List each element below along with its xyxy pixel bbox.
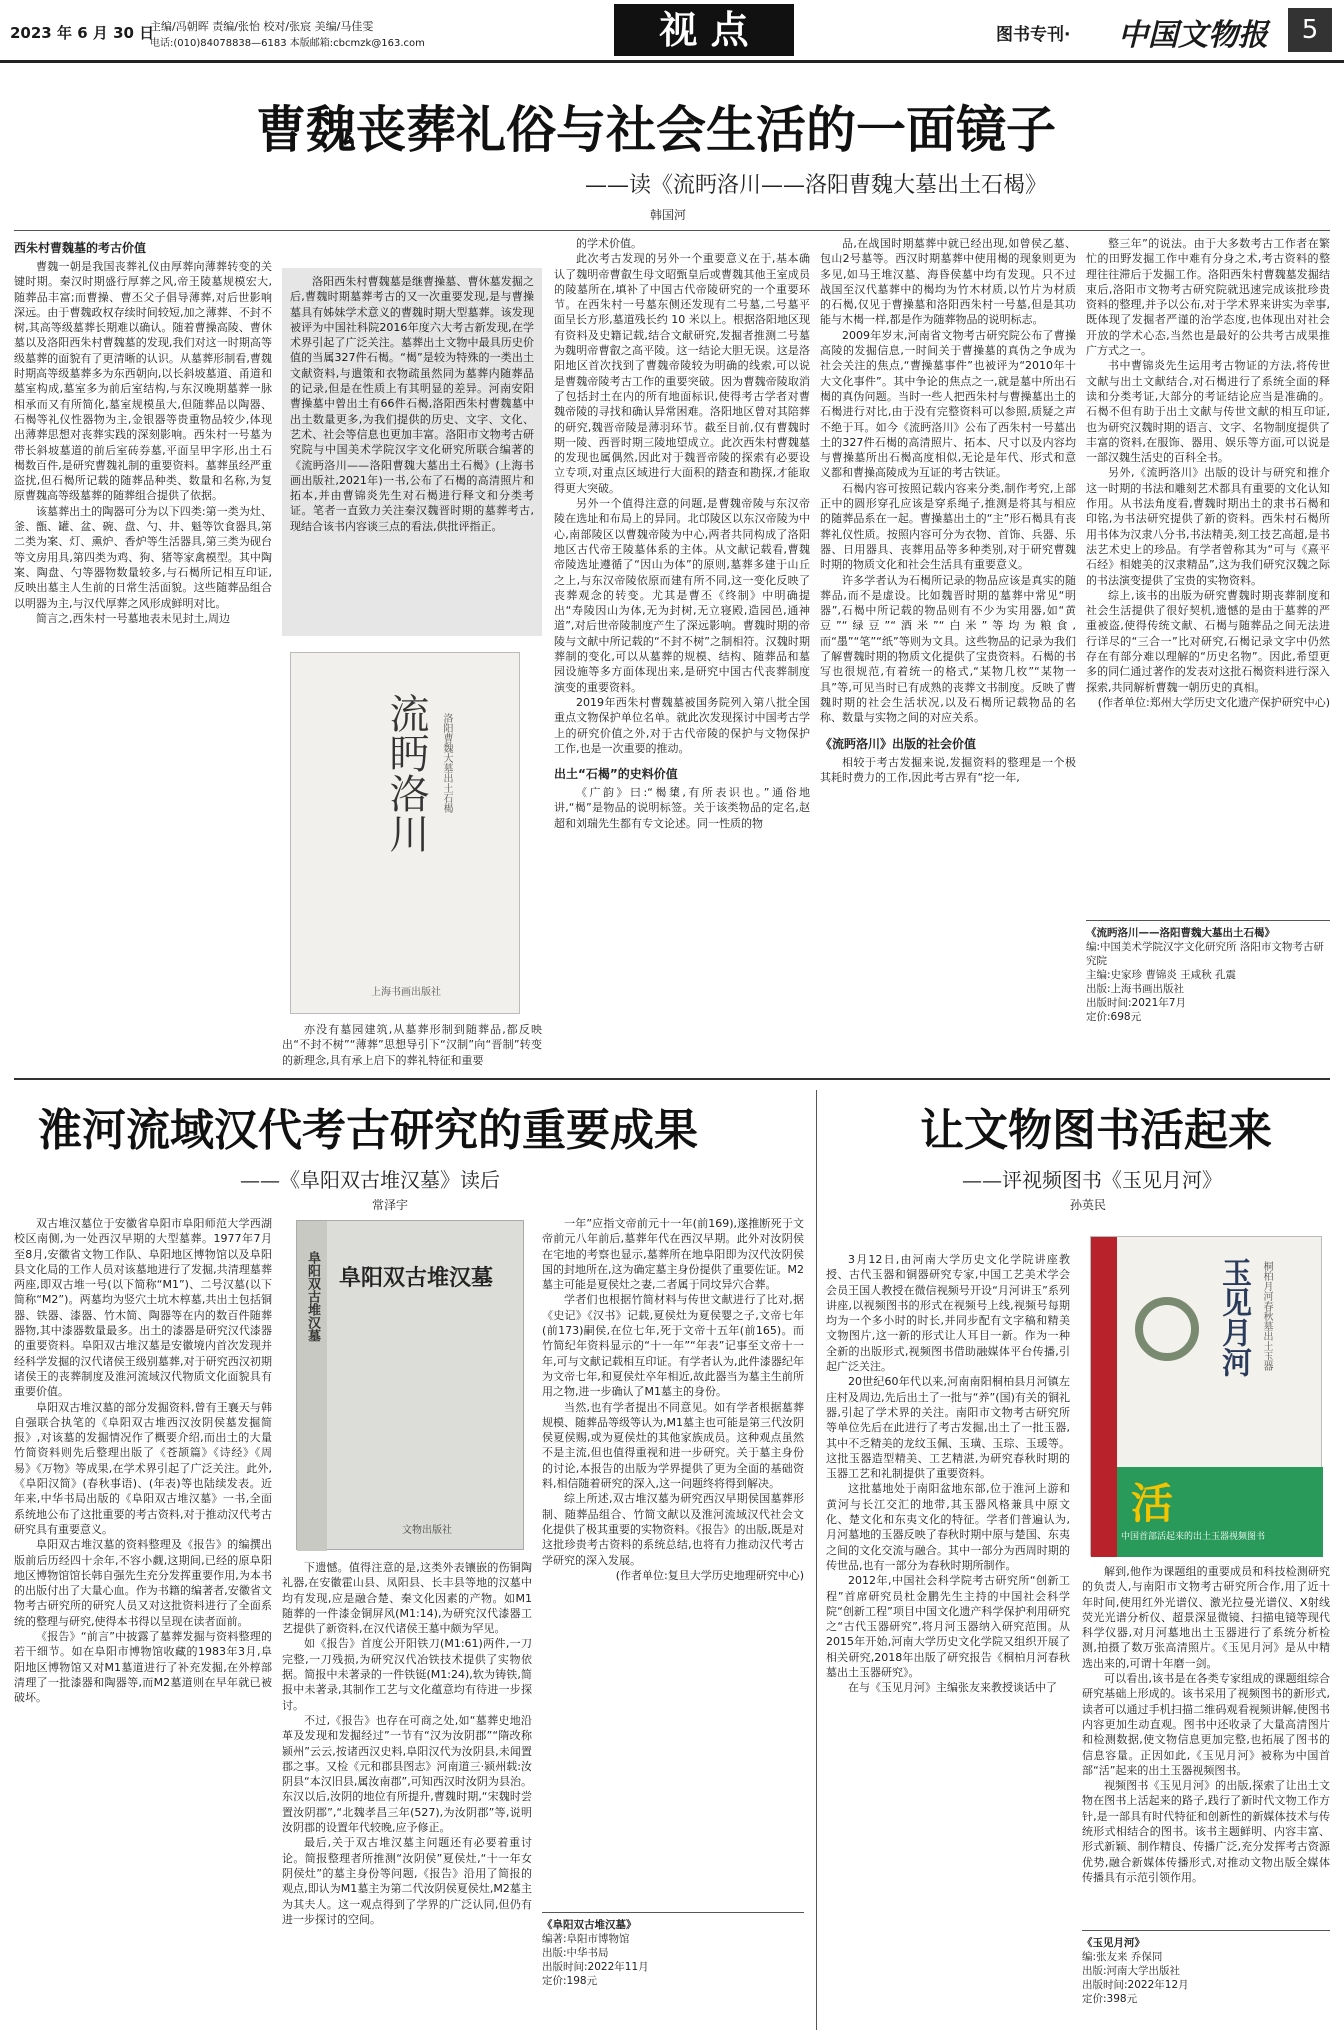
bookinfo-rule xyxy=(1082,1930,1330,1931)
article1-column-2-bottom xyxy=(282,1022,542,1070)
book-date: 出版时间:2022年12月 xyxy=(1082,1979,1189,1991)
article2-book-info xyxy=(542,1918,804,2028)
book-authors: 主编:史家珍 曹锦炎 王咸秋 孔震 xyxy=(1086,969,1237,981)
article3-book-info xyxy=(1082,1936,1330,2028)
article1-title: 曹魏丧葬礼俗与社会生活的一面镜子 xyxy=(256,100,1056,159)
paragraph: 许多学者认为石楬所记录的物品应该是真实的随葬品,而不是虚设。比如魏晋时期的墓葬中常见“明器”,石楬中所记载的物品则有不少为实用器,如“黄豆”“绿豆”“酒米”“白米”等均为粮食,而“墨”“笔”“纸”等则为文具。这些物品的记录为我们了解曹魏时期的物质文化提供了宝贵资料。石楬的书写也很规范,有着统一的格式,“某物几枚”“某物一具”等,可见当时已有成熟的丧葬文书制度。反映了曹魏时期的社会生活状况,以及石楬所记载物品的名称、数量与实物之间的对应关系。 xyxy=(820,573,1076,725)
paragraph: 视频图书《玉见月河》的出版,探索了让出土文物在图书上活起来的路子,践行了新时代文物工作方针,是一部具有时代特征和创新性的新媒体技术与传统形式相结合的图书。该书主题鲜明、内容丰富、形式新颖、制作精良、传播广泛,充分发挥考古资源优势,融合新媒体传播形式,对推动文物出版全媒体传播具有示范引领作用。 xyxy=(1082,1779,1330,1884)
paragraph: 《报告》“前言”中披露了墓葬发掘与资料整理的若干细节。如在阜阳市博物馆收藏的1983年3月,阜阳地区博物馆又对M1墓道进行了补充发掘,在外椁部清理了一批漆器和陶器等,而M2墓道则在早年就已被破坏。 xyxy=(14,1630,272,1705)
paragraph: 《广韵》曰:“楬橥,有所表识也。”通俗地讲,“楬”是物品的说明标签。关于该类物品的定名,赵超和刘瑞先生都有专文论述。同一性质的物 xyxy=(554,786,810,830)
book-cover-title: 流眄洛川 xyxy=(383,693,429,853)
bookinfo-rule xyxy=(542,1912,804,1913)
paragraph: 曹魏一朝是我国丧葬礼仪由厚葬向薄葬转变的关键时期。秦汉时期盛行厚葬之风,帝王陵墓规模宏大,随葬品丰富;而曹操、曹丕父子倡导薄葬,对后世影响深远。由于曹魏政权存续时间较短,加之薄葬、不封不树,其高等级墓葬长期难以确认。随着曹操高陵、曹休墓以及洛阳西朱村曹魏墓的发现,我们对这一时期高等级墓葬的面貌有了更清晰的认识。从墓葬形制看,曹魏时期高等级墓葬多为东西朝向,以长斜坡墓道、甬道和墓室构成,墓室多为前后室结构,与东汉晚期墓葬一脉相承而又有所简化,墓室规模虽大,但随葬品以陶器、石楬等礼仪性器物为主,金银器等贵重物品较少,体现出薄葬思想对丧葬实践的深刻影响。西朱村一号墓为带长斜坡墓道的前后室砖券墓,平面呈甲字形,出土石楬数百件,是研究曹魏礼制的重要资料。墓葬虽经严重盗扰,但石楬所记载的随葬品种类、数量和名称,为复原曹魏高等级墓葬的随葬组合提供了依据。 xyxy=(14,260,272,503)
book-cover-publisher: 上海书画出版社 xyxy=(371,987,441,998)
article1-intro-box xyxy=(282,268,542,636)
bookinfo-rule xyxy=(1086,920,1330,921)
article1-column-3 xyxy=(554,236,810,1066)
paragraph: 一年”应指文帝前元十一年(前169),遂推断死于文帝前元八年前后,墓葬年代在西汉早期。此外对汝阴侯在宅地的考察也显示,墓葬所在地阜阳即为汉代汝阴侯国的封地所在,这为确定墓主身份提供了重要佐证。M2墓主可能是夏侯灶之妻,二者属于同坟异穴合葬。 xyxy=(542,1217,804,1292)
contact-line: 电话:(010)84078838—6183 本版邮箱:cbcmzk@163.com xyxy=(150,38,425,49)
paragraph: 下遗憾。值得注意的是,这类外表镶嵌的伤铜陶礼器,在安徽霍山县、凤阳县、长丰县等地的汉墓中均有发现,应是融合楚、秦文化因素的产物。如M1随葬的一件漆金铜屏风(M1:14),为研究汉代漆器工艺提供了新资料,在汉代诸侯王墓中颇为罕见。 xyxy=(282,1561,532,1636)
book-cover-badge: 活 xyxy=(1131,1479,1174,1528)
book-editor: 编:张友来 乔保同 xyxy=(1082,1951,1163,1963)
article3-column-1 xyxy=(826,1252,1070,2028)
book-date: 出版时间:2022年11月 xyxy=(542,1961,649,1973)
article2-book-cover xyxy=(296,1220,524,1550)
book-spine xyxy=(1091,1237,1117,1557)
article2-author: 常泽宇 xyxy=(372,1198,409,1212)
article3-column-2 xyxy=(1082,1564,1330,1926)
article2-subtitle: ——《阜阳双古堆汉墓》读后 xyxy=(240,1168,500,1192)
book-cover-subtitle: 洛阳曹魏大墓出土石楬 xyxy=(441,713,452,813)
paragraph: 这批墓地处于南阳盆地东部,位于淮河上游和黄河与长江交汇的地带,其玉器风格兼具中原文化、楚文化和东夷文化的特征。学者们普遍认为,月河墓地的玉器反映了春秋时期中原与楚国、东夷之间的文化交流与融合。其中一部分为西周时期的传世品,也有一部分为春秋时期所制作。 xyxy=(826,1482,1070,1572)
book-publisher: 出版:中华书局 xyxy=(542,1947,609,1959)
paragraph: 2012年,中国社会科学院考古研究所“创新工程”首席研究员杜金鹏先生主持的中国社会科学院“创新工程”项目中国文化遗产科学保护利用研究之“古代玉器研究”,将月河玉器纳入研究范围。从2015年开始,河南大学历史文化学院又组织开展了相关研究,2018年出版了研究报告《桐柏月河春秋墓出土玉器研究》。 xyxy=(826,1574,1070,1680)
paragraph: 如《报告》首度公开阳铁刀(M1:61)两件,一刀完整,一刀残损,为研究汉代冶铁技术提供了实物依据。简报中未著录的一件铁铤(M1:24),软为铸铁,简报中未著录,其制作工艺与文化蕴意均有待进一步探讨。 xyxy=(282,1637,532,1712)
paragraph: 3月12日,由河南大学历史文化学院讲座教授、古代玉器和铜器研究专家,中国工艺美术学会会员王国人教授在微信视频号开设“月河讲玉”系列讲座,以视频图书的形式在视频号上线,视频号每期均为一个多小时的时长,并同步配有文字稿和精美文物图片,这一新的形式让人耳目一新。作为一种全新的出版形式,视频图书借助融媒体平台传播,引起广泛关注。 xyxy=(826,1253,1070,1374)
paragraph: 相较于考古发掘来说,发掘资料的整理是一个极其耗时费力的工作,因此考古界有“挖一年, xyxy=(820,755,1076,784)
editors-line: 主编/冯朝晖 责编/张怡 校对/张宸 美编/马佳雯 xyxy=(150,20,374,33)
paragraph: 综上所述,双古堆汉墓为研究西汉早期侯国墓葬形制、随葬品组合、竹简文献以及淮河流域汉代社会文化提供了极其重要的实物资料。《报告》的出版,既是对这批珍贵考古资料的系统总结,也将有力推动汉代考古学研究的深入发展。 xyxy=(542,1492,804,1567)
paragraph: 最后,关于双古堆汉墓主问题还有必要着重讨论。简报整理者所推测“汝阴侯”夏侯灶,“十一年女阴侯灶”的墓主身份等问题,《报告》沿用了简报的观点,即认为M1墓主为第二代汝阴侯夏侯灶,M2墓主为其夫人。这一观点得到了学界的广泛认同,但仍有进一步探讨的空间。 xyxy=(282,1836,532,1926)
paragraph: 另外一个值得注意的问题,是曹魏帝陵与东汉帝陵在选址和布局上的异同。北邙陵区以东汉帝陵为中心,南部陵区以曹魏帝陵为中心,两者共同构成了洛阳地区古代帝王陵墓体系的主体。从文献记载看,曹魏帝陵选址遵循了“因山为体”的原则,墓葬多建于山丘之上,与东汉帝陵依原而建有所不同,这一变化反映了丧葬观念的转变。尤其是曹丕《终制》中明确提出“寿陵因山为体,无为封树,无立寝殿,造园邑,通神道”,对后世帝陵制度产生了深远影响。曹魏时期的帝陵与文献中所记载的“不封不树”之制相符。汉魏时期葬制的变化,可以从墓葬的规模、结构、随葬品和墓园设施等多方面体现出来,是研究中国古代丧葬制度演变的重要资料。 xyxy=(554,497,810,694)
page-number: 5 xyxy=(1288,8,1332,52)
book-publisher: 出版:上海书画出版社 xyxy=(1086,983,1185,995)
paragraph: 整三年”的说法。由于大多数考古工作者在繁忙的田野发掘工作中难有分身之术,考古资料的整理往往滞后于发掘工作。洛阳西朱村曹魏墓发掘结束后,洛阳市文物考古研究院就迅速完成该批珍贵资料的整理,并予以公布,对于学术界来讲实为幸事,既体现了发掘者严谨的治学态度,也体现出对社会开放的学术心态,当然也是最好的公共考古成果推广方式之一。 xyxy=(1086,237,1330,358)
paragraph: 双古堆汉墓位于安徽省阜阳市阜阳师范大学西湖校区南侧,为一处西汉早期的大型墓葬。1977年7月至8月,安徽省文物工作队、阜阳地区博物馆以及阜阳县文化局的工作人员对该墓地进行了发掘,共清理墓葬两座,即双古堆一号(以下简称“M1”)、二号汉墓(以下简称“M2”)。两墓均为竖穴土坑木椁墓,共出土包括铜器、铁器、漆器、竹木简、陶器等在内的数百件随葬器物,其中漆器数量最多。出土的漆器是研究汉代漆器的重要资料。阜阳双古堆汉墓是安徽境内首次发现并经科学发掘的汉代诸侯王级别墓葬,对于研究西汉初期诸侯王的丧葬制度及淮河流域汉代物质文化面貌具有重要价值。 xyxy=(14,1217,272,1399)
paragraph: 综上,该书的出版为研究曹魏时期丧葬制度和社会生活提供了很好契机,遗憾的是由于墓葬的严重被盗,使得传统文献、石楬与随葬品之间无法进行详尽的“三合一”比对研究,石楬记录文字中仍然存在有部分难以理解的“历史名物”。因此,希望更多的同仁通过著作的发表对这批石楬资料进行深入探索,共同解析曹魏一朝历史的真相。 xyxy=(1086,588,1330,694)
article3-book-cover xyxy=(1090,1236,1322,1556)
paragraph: 此次考古发现的另外一个重要意义在于,基本确认了魏明帝曹叡生母文昭甄皇后或曹魏其他王室成员的陵墓所在,填补了中国古代帝陵研究的一个重要环节。在西朱村一号墓东侧还发现有二号墓,二号墓平面呈长方形,墓道残长约 10 米以上。根据洛阳地区现有资料及史籍记载,结合文献研究,发掘者推测二号墓为魏明帝曹叡之高平陵。这一结论大胆无误。这是洛阳地区首次找到了曹魏帝陵较为明确的线索,可以说是曹魏帝陵考古工作的重要突破。因为曹魏帝陵取消了包括封土在内的所有地面标识,使得考古学者对曹魏帝陵的寻找和确认异常困难。洛阳地区曾对其陪葬的研究,魏晋帝陵是薄羽环节。截至目前,仅有曹魏时期一陵、西晋时期三陵地望成立。此次西朱村曹魏墓的发现也属偶然,因此对于魏晋帝陵的探索有必要设立专项,对重点区域进行大面积的踏查和勘探,才能取得更大突破。 xyxy=(554,252,810,495)
paragraph: 阜阳双古堆汉墓的部分发掘资料,曾有王襄天与韩自强联合执笔的《阜阳双古堆西汉汝阴侯墓发掘简报》,对该墓的发掘情况作了概要介绍,而出土的大量竹简资料则先后整理出版了《苍颉篇》《诗经》《周易》《万物》等成果,在学术界引起了广泛关注。此外,《阜阳汉简》(春秋事语)、(年表)等也陆续发表。近年来,中华书局出版的《阜阳双古堆汉墓》一书,全面系统地公布了这批重要的考古资料,对于推动汉代考古研究具有重要意义。 xyxy=(14,1400,272,1536)
book-cover-title: 阜阳双古堆汉墓 xyxy=(339,1265,494,1291)
book-cover-publisher: 文物出版社 xyxy=(402,1525,452,1536)
author-affiliation: (作者单位:复旦大学历史地理研究中心) xyxy=(615,1568,804,1582)
book-cover-footer: 中国首部活起来的出土玉器视频图书 xyxy=(1121,1532,1266,1542)
article1-section-heading-3: 《流眄洛川》出版的社会价值 xyxy=(820,736,977,751)
page-header xyxy=(0,0,1344,62)
paragraph: 当然,也有学者提出不同意见。如有学者根据墓葬规模、随葬品等级等认为,M1墓主也可能是第三代汝阴侯夏侯赐,或为夏侯灶的其他家族成员。这种观点虽然不是主流,但也值得重视和进一步研究。关于墓主身份的讨论,本报告的出版为学界提供了更为全面的基础资料,相信随着研究的深入,这一问题终将得到解决。 xyxy=(542,1400,804,1491)
paragraph: 20世纪60年代以来,河南南阳桐柏县月河镇左庄村及周边,先后出土了一批与“养”(国)有关的铜礼器,引起了学术界的关注。南阳市文物考古研究所等单位先后在此进行了考古发掘,出土了一批玉器,其中不乏精美的龙纹玉佩、玉璜、玉琮、玉瑗等。这批玉器造型精美、工艺精湛,为研究春秋时期的玉器工艺和礼制提供了重要资料。 xyxy=(826,1375,1070,1481)
paragraph: 简言之,西朱村一号墓地表未见封土,周边 xyxy=(36,611,230,625)
article1-column-4 xyxy=(820,236,1076,1066)
paragraph: 可以看出,该书是在各类专家组成的课题组综合研究基础上形成的。该书采用了视频图书的新形式,读者可以通过手机扫描二维码观看视频讲解,使图书内容更加生动直观。图书中还收录了大量高清图片和检测数据,使文物信息更加完整,也拓展了图书的信息容量。正因如此,《玉见月河》被称为中国首部“活”起来的出土玉器视频图书。 xyxy=(1082,1672,1330,1777)
article1-column-1 xyxy=(14,236,272,1066)
article1-bottom-rule xyxy=(14,1078,1330,1080)
book-date: 出版时间:2021年7月 xyxy=(1086,997,1186,1009)
book-title: 《流眄洛川——洛阳曹魏大墓出土石楬》 xyxy=(1086,927,1275,939)
article1-section-heading-2: 出土“石楬”的史料价值 xyxy=(554,767,678,782)
book-spine-title: 阜阳双古堆汉墓 xyxy=(305,1251,320,1342)
book-price: 定价:398元 xyxy=(1082,1993,1138,2005)
paragraph: 学者们也根据竹简材料与传世文献进行了比对,据《史记》《汉书》记载,夏侯灶为夏侯婴之子,文帝七年(前173)嗣侯,在位七年,死于文帝十五年(前165)。而竹简纪年资料显示的“十一年”“年表”记事至文帝十一年,可与文献记载相互印证。有学者认为,此件漆器纪年为文帝七年,和夏侯灶卒年相近,故此器当为墓主生前所用之物,进一步确认了M1墓主的身份。 xyxy=(542,1293,804,1399)
paragraph: 的学术价值。 xyxy=(576,237,642,250)
article1-column-5 xyxy=(1086,236,1330,916)
article1-book-info xyxy=(1086,926,1330,1066)
article1-author: 韩国河 xyxy=(650,208,687,222)
article1-subtitle: ——读《流眄洛川——洛阳曹魏大墓出土石楬》 xyxy=(585,173,1048,198)
article1-top-rule xyxy=(14,230,1330,231)
article2-title: 淮河流域汉代考古研究的重要成果 xyxy=(38,1105,698,1156)
article3-subtitle: ——评视频图书《玉见月河》 xyxy=(962,1168,1222,1192)
paragraph: 在与《玉见月河》主编张友来教授谈话中了 xyxy=(848,1681,1057,1695)
article3-title: 让文物图书活起来 xyxy=(920,1105,1272,1156)
paragraph: 不过,《报告》也存在可商之处,如“墓葬史地沿革及发现和发掘经过”一节有“汉为汝阴郡”“隋改称颍州”云云,按诸西汉史料,阜阳汉代为汝阴县,未闻置郡之事。又检《元和郡县图志》河南道三·颍州载:汝阴县“本汉旧县,属汝南郡”,可知西汉时汝阴为县治。东汉以后,汝阴的地位有所提升,曹魏时期,“宋魏时尝置汝阴郡”,“北魏孝昌三年(527),为汝阴郡”等,说明汝阴郡的设置年代较晚,应予修正。 xyxy=(282,1713,532,1835)
article2-column-3 xyxy=(542,1216,804,1906)
column-name: 图书专刊· xyxy=(996,25,1071,45)
book-editors: 编:中国美术学院汉字文化研究所 洛阳市文物考古研究院 xyxy=(1086,941,1324,967)
book-price: 定价:698元 xyxy=(1086,1011,1142,1023)
paragraph: 书中曹锦炎先生运用考古物证的方法,将传世文献与出土文献结合,对石楬进行了系统全面的释读和分类考证,大部分的考证结论应当是准确的。石楬不但有助于出土文献与传世文献的相互印证,也为研究汉魏时期的语言、文字、名物制度提供了丰富的资料,在服饰、器用、娱乐等方面,可以说是一部汉魏生活史的百科全书。 xyxy=(1086,359,1330,465)
book-publisher: 出版:河南大学出版社 xyxy=(1082,1965,1181,1977)
paragraph: 石楬内容可按照记载内容来分类,制作考究,上部正中的圆形穿孔应该是穿系绳子,推测是将其与相应的随葬品系在一起。曹操墓出土的“主”形石楬具有丧葬礼仪性质。按照内容可分为衣物、首饰、兵器、乐器、日用器具、丧葬用品等多种类别,对于研究曹魏时期的物质文化和社会生活具有重要意义。 xyxy=(820,481,1076,572)
header-rule xyxy=(0,60,1344,63)
article2-column-1 xyxy=(14,1216,272,2028)
author-affiliation: (作者单位:郑州大学历史文化遗产保护研究中心) xyxy=(1097,695,1330,709)
paper-logo: 中国文物报 xyxy=(1118,18,1268,53)
paragraph: 2009年岁末,河南省文物考古研究院公布了曹操高陵的发掘信息,一时间关于曹操墓的真伪之争成为社会关注的焦点,“曹操墓事件”也被评为“2010年十大文化事件”。其中争论的焦点之一,就是墓中所出石楬的真伪问题。当时一些人把西朱村与曹操墓出土的石楬进行对比,由于没有完整资料可以参照,质疑之声不绝于耳。如今《流眄洛川》公布了西朱村一号墓出土的327件石楬的高清照片、拓本、尺寸以及内容均与曹操墓所出石楬高度相似,无论是年代、形式和意义都和曹操高陵成为互证的考古铁证。 xyxy=(820,328,1076,480)
book-cover-title: 玉见月河 xyxy=(1216,1257,1251,1377)
paragraph: 解到,他作为课题组的重要成员和科技检测研究的负责人,与南阳市文物考古研究所合作,用了近十年时间,使用红外光谱仪、激光拉曼光谱仪、X射线荧光光谱分析仪、超景深显微镜、扫描电镜等现代科学仪器,对月河墓地出土玉器进行了系统分析检测,拍摄了数万张高清照片。《玉见月河》是从中精选出来的,可谓十年磨一剑。 xyxy=(1082,1565,1330,1670)
book-price: 定价:198元 xyxy=(542,1975,598,1987)
paragraph: 亦没有墓园建筑,从墓葬形制到随葬品,都反映出“不封不树”“薄葬”思想导引下“汉制”向“晋制”转变的新理念,具有承上启下的葬礼特征和重要 xyxy=(282,1023,542,1067)
paragraph: 该墓葬出土的陶器可分为以下四类:第一类为灶、釜、甑、罐、盆、碗、盘、勺、井、魁等饮食器具,第二类为案、灯、熏炉、香炉等生活器具,第三类为砚台等文房用具,第四类为鸡、狗、猪等家禽模型。其中陶案、陶盘、勺等器物数量较多,与石楬所记相互印证,反映出墓主人生前的日常生活面貌。这些随葬品组合以明器为主,与汉代厚葬之风形成鲜明对比。 xyxy=(14,504,272,610)
article2-column-2 xyxy=(282,1560,532,2028)
intro-text: 洛阳西朱村曹魏墓是继曹操墓、曹休墓发掘之后,曹魏时期墓葬考古的又一次重要发现,是与曹操墓具有姊妹学术意义的曹魏时期大型墓葬。该发现被评为中国社科院2016年度六大考古新发现,在学术界引起了广泛关注。墓葬出土文物中最具历史价值的当属327件石楬。“楬”是较为特殊的一类出土文献资料,与遣策和衣物疏虽然同为墓葬内随葬品的记录,但是在性质上有其明显的差异。河南安阳曹操墓中曾出土有66件石楬,洛阳西朱村曹魏墓中出土数量更多,为我们提供的历史、文字、文化、艺术、社会等信息也更加丰富。洛阳市文物考古研究院与中国美术学院汉字文化研究所联合编著的《流眄洛川——洛阳曹魏大墓出土石楬》(上海书画出版社,2021年)一书,公布了石楬的高清照片和拓本,并由曹锦炎先生对石楬进行释文和分类考证。笔者一直致力关注秦汉魏晋时期的墓葬考古,现结合该书内容谈三点的看法,供批评指正。 xyxy=(290,275,534,533)
section-title: 视 点 xyxy=(614,4,794,56)
article1-section-heading: 西朱村曹魏墓的考古价值 xyxy=(14,241,147,255)
issue-date: 2023 年 6 月 30 日 xyxy=(10,24,155,42)
book-title: 《玉见月河》 xyxy=(1082,1937,1145,1949)
paragraph: 阜阳双古堆汉墓的资料整理及《报告》的编撰出版前后历经四十余年,不容小觑,这期间,已经的原阜阳地区博物馆馆长韩自强先生充分发挥重要作用,为本书的出版付出了大量心血。作为书籍的编著者,安徽省文物考古研究所的研究人员又对这批资料进行了全面系统的整理与研究,使得本书得以呈现在读者面前。 xyxy=(14,1538,272,1628)
article1-book-cover xyxy=(290,652,520,1014)
article3-author: 孙英民 xyxy=(1070,1198,1107,1212)
book-title: 《阜阳双古堆汉墓》 xyxy=(542,1919,637,1931)
book-editor: 编著:阜阳市博物馆 xyxy=(542,1933,630,1945)
article-divider xyxy=(816,1090,817,2030)
book-cover-subtitle: 桐柏月河春秋墓出土玉器 xyxy=(1261,1261,1272,1371)
paragraph: 2019年西朱村曹魏墓被国务院列入第八批全国重点文物保护单位名单。就此次发现探讨中国考古学上的研究价值之外,对于古代帝陵的保护与文物保护工作,也是一次重要的推动。 xyxy=(554,695,810,755)
paragraph: 品,在战国时期墓葬中就已经出现,如曾侯乙墓、包山2号墓等。西汉时期墓葬中使用楬的现象则更为多见,如马王堆汉墓、海昏侯墓中均有发现。只不过战国至汉代墓葬中的楬均为竹木材质,以竹片为材质的石楬,仅见于曹操墓和洛阳西朱村一号墓,但是其功能与木楬一样,都是作为随葬物品的说明标志。 xyxy=(820,237,1076,327)
jade-artifact-icon xyxy=(1135,1297,1199,1361)
paragraph: 另外,《流眄洛川》出版的设计与研究和推介这一时期的书法和雕刻艺术都具有重要的文化认知作用。从书法角度看,曹魏时期出土的隶书石楬和印铭,为书法研究提供了新的资料。西朱村石楬所用书体为汉隶八分书,书法精美,刻工技艺高超,是书法艺术史上的珍品。有学者曾称其为“可与《熹平石经》相媲美的汉隶精品”,这为我们研究汉魏之际的书法演变提供了宝贵的实物资料。 xyxy=(1086,466,1330,587)
